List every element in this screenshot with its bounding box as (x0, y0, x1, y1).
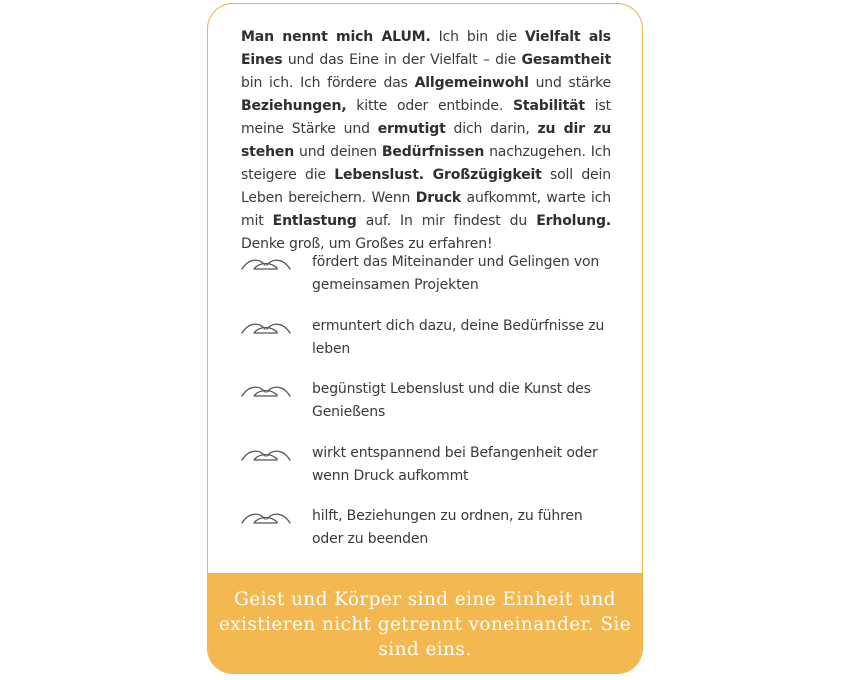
ornament-icon (241, 448, 291, 462)
intro-bold-phrase: Lebenslust. Großzügigkeit (334, 167, 542, 183)
effect-text: ermuntert dich dazu, deine Bedürfnisse zu leben (312, 317, 605, 357)
intro-text: bin ich. Ich fördere das (241, 75, 415, 91)
intro-text: Ich bin die (430, 29, 525, 45)
intro-bold-phrase: Erholung. (536, 213, 611, 229)
quote-banner (208, 573, 642, 673)
intro-text: aufkommt, warte ich mit (241, 190, 611, 229)
intro-bold-phrase: Stabilität (512, 98, 585, 114)
intro-bold-phrase: zu dir zu stehen (241, 121, 612, 160)
effect-text: wirkt entspannend bei Befangenheit oder wenn Druck aufkommt (312, 444, 598, 484)
intro-text: auf. In mir findest du (356, 213, 537, 229)
intro-bold-phrase: Gesamtheit (521, 52, 611, 68)
intro-bold-phrase: Beziehungen, (241, 98, 347, 114)
list-item (241, 378, 621, 442)
intro-text: und stärke (528, 75, 611, 91)
effect-text: fördert das Miteinander und Gelingen von gemeinsamen Projekten (312, 254, 600, 293)
intro-bold-phrase: Entlastung (272, 213, 357, 229)
intro-text: und das Eine in der Vielfalt – die (282, 52, 522, 68)
intro-text: soll dein Leben bereichern. Wenn (241, 167, 611, 206)
intro-text: und deinen (294, 144, 382, 160)
ornament-icon (241, 384, 291, 398)
intro-text: dich darin, (445, 121, 538, 137)
stone-card (207, 3, 643, 674)
intro-bold-phrase: Bedürfnissen (381, 144, 485, 160)
intro-bold-phrase: Allgemeinwohl (414, 75, 529, 91)
effect-text: begünstigt Lebenslust und die Kunst des Genießens (312, 381, 591, 420)
intro-paragraph (241, 26, 611, 256)
quote-text: Geist und Körper sind eine Einheit und existieren nicht getrennt voneinander. Sie sind eins. (218, 588, 632, 660)
list-item (241, 442, 621, 506)
intro-bold-phrase: Man nennt mich ALUM. (241, 29, 431, 45)
intro-text: ist meine Stärke und (241, 98, 611, 137)
effects-list (241, 251, 621, 569)
intro-bold-phrase: Vielfalt als Eines (241, 29, 611, 68)
effect-text: hilft, Beziehungen zu ordnen, zu führen oder zu beenden (312, 508, 583, 547)
ornament-icon (241, 257, 291, 271)
intro-bold-phrase: ermutigt (377, 121, 446, 137)
intro-bold-phrase: Druck (415, 190, 462, 206)
list-item (241, 251, 621, 315)
intro-text: Denke groß, um Großes zu erfahren! (241, 236, 493, 252)
intro-text: nachzugehen. Ich steigere die (241, 144, 612, 183)
ornament-icon (241, 511, 291, 525)
intro-text: kitte oder entbinde. (346, 98, 513, 114)
ornament-icon (241, 321, 291, 335)
list-item (241, 315, 621, 379)
list-item (241, 505, 621, 569)
